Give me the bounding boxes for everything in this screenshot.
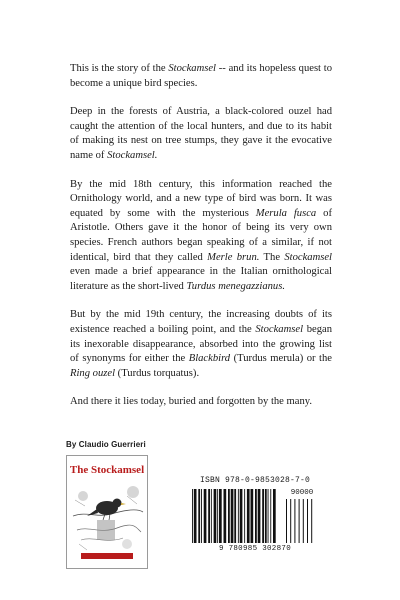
- text-run: even made a brief appearance in the Italian ornithological literature as the short-lived: [70, 266, 332, 292]
- thumbnail-title: The Stockamsel: [69, 464, 145, 476]
- text-run: By the mid 18th century, this information reached the Ornithology world, and a new type of bird was born. It was equated by some with the mysterious: [70, 178, 332, 219]
- bird-illustration: [67, 456, 147, 568]
- paragraph: [70, 308, 332, 381]
- price-code: 90000: [284, 489, 320, 497]
- italic-term: Stockamsel: [284, 251, 333, 263]
- italic-term: Blackbird: [188, 353, 231, 365]
- text-run: (Turdus merula) or the: [230, 353, 332, 365]
- blurb-text: [70, 62, 332, 424]
- paragraph: [70, 395, 332, 410]
- italic-term: Stockamsel.: [107, 149, 158, 161]
- barcode-bars: [190, 489, 320, 545]
- text-run: began its inexorable disappearance, absorbed into the growing list of synonyms for either the: [70, 323, 332, 365]
- text-run: -- and its hopeless quest to become a unique bird species.: [70, 63, 333, 89]
- ean-digits: 9 780985 302870: [218, 545, 291, 553]
- barcode-block: [190, 476, 320, 558]
- text-run: of Aristotle. Others gave it the honor of being its very own species. French authors began speaking of a similar, if not identical, bird that they called: [70, 207, 332, 263]
- text-run: The: [259, 251, 285, 263]
- italic-term: Stockamsel: [255, 323, 304, 335]
- text-run: And there it lies today, buried and forgotten by the many.: [70, 396, 313, 408]
- author-line: By Claudio Guerrieri: [66, 440, 146, 449]
- paragraph: [70, 178, 332, 295]
- cover-thumbnail: [66, 455, 148, 569]
- italic-term: Ring ouzel: [70, 367, 116, 379]
- text-run: But by the mid 19th century, the increasing doubts of its existence reached a boiling point, and the: [70, 309, 332, 335]
- text-run: Deep in the forests of Austria, a black-colored ouzel had caught the attention of the local hunters, and due to its habit of making its nest on tree stumps, they gave it the evocative name of: [70, 106, 332, 161]
- text-run: (Turdus torquatus).: [115, 367, 200, 379]
- italic-term: Merle brun.: [207, 251, 260, 263]
- italic-term: Stockamsel: [168, 63, 217, 74]
- italic-term: Turdus menegazzianus.: [186, 280, 285, 292]
- text-run: This is the story of the: [70, 63, 169, 74]
- paragraph: [70, 62, 332, 91]
- isbn-text: ISBN 978-0-9853028-7-0: [199, 476, 311, 485]
- paragraph: [70, 105, 332, 163]
- thumbnail-band: [81, 553, 133, 559]
- italic-term: Merula fusca: [255, 207, 317, 219]
